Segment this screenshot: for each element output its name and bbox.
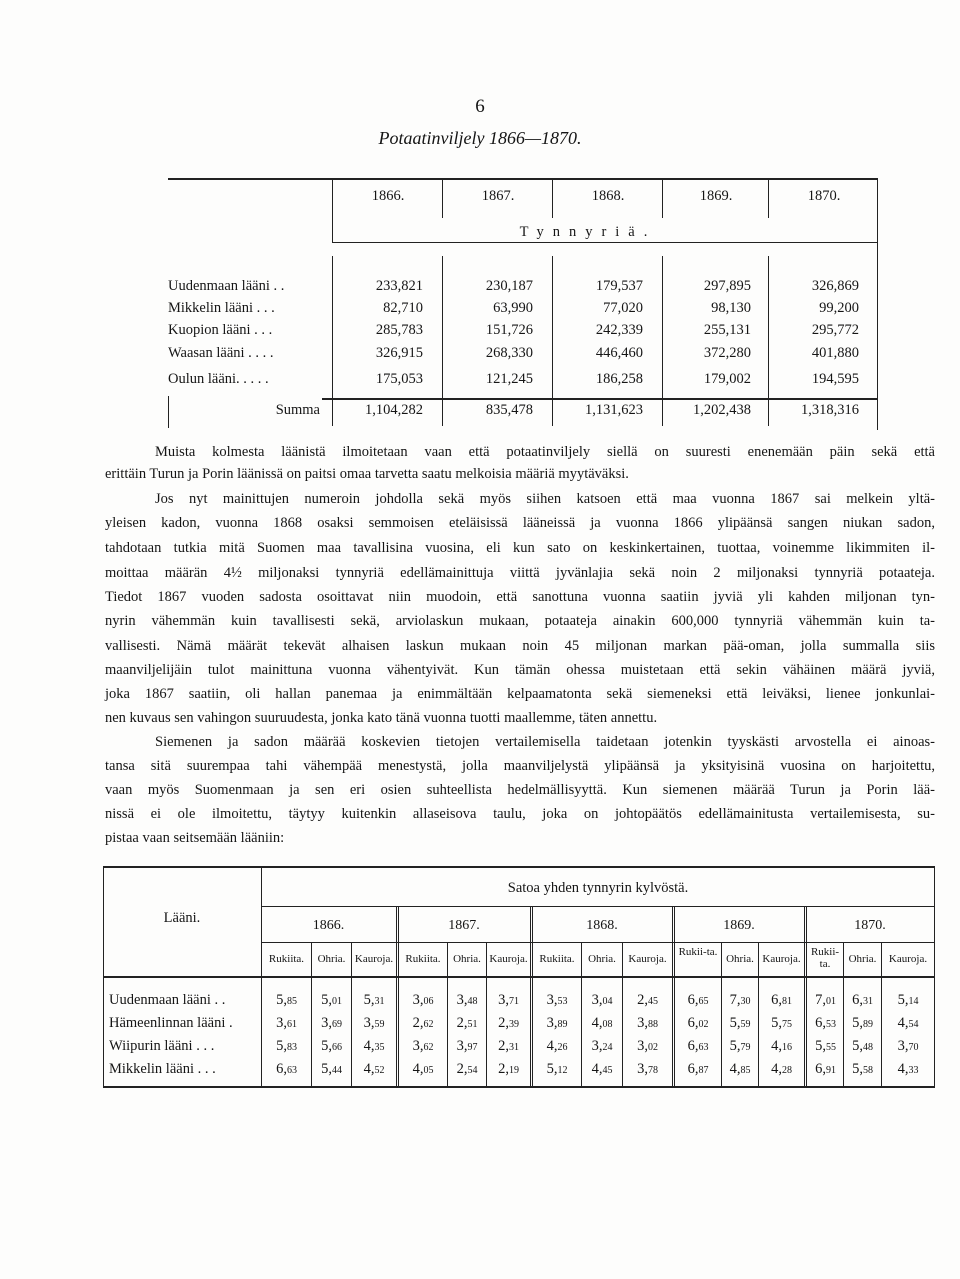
yield-cell: 2,39 — [498, 1015, 519, 1031]
yield-cell: 2,19 — [498, 1061, 519, 1077]
paragraph-line: tahdotaan tutkia mitä Suomen maa tavallisina vuosina, eli kun sato on keskinkertainen, tuottaa, voinemme likimmiten il- — [105, 540, 935, 556]
yield-cell: 5,66 — [321, 1038, 342, 1054]
value-cell: 401,880 — [811, 345, 859, 361]
value-cell: 82,710 — [383, 300, 423, 316]
crop-subheader: Rukiita. — [539, 953, 575, 965]
province-label: Mikkelin lääni . . . — [109, 1061, 216, 1077]
yield-cell: 6,81 — [771, 992, 792, 1008]
yield-cell: 4,08 — [591, 1015, 613, 1031]
value-cell: 233,821 — [375, 278, 423, 294]
yield-cell: 3,78 — [637, 1061, 658, 1077]
sum-label: Summa — [275, 402, 320, 418]
province-label: Oulun lääni. . . . . — [168, 371, 269, 387]
yield-cell: 6,31 — [852, 992, 873, 1008]
value-cell: 297,895 — [703, 278, 751, 294]
yield-cell: 4,85 — [729, 1061, 751, 1077]
province-label: Wiipurin lääni . . . — [109, 1038, 215, 1054]
crop-subheader: Ohria. — [453, 953, 481, 965]
yield-cell: 2,31 — [498, 1038, 519, 1054]
year-header: 1869. — [723, 918, 755, 933]
year-header: 1868. — [586, 918, 618, 933]
yield-cell: 3,61 — [276, 1015, 297, 1031]
paragraph-line: nen kuvaus sen vahingon suuruudesta, jonka kato tänä vuonna tuotti maallemme, täten annettu. — [105, 710, 658, 726]
value-cell: 77,020 — [603, 300, 643, 316]
yield-cell: 5,55 — [815, 1038, 836, 1054]
value-cell: 98,130 — [711, 300, 751, 316]
yield-cell: 4,26 — [546, 1038, 568, 1054]
paragraph-line: maanviljelijäin tulot mainittuna vuonna vähentyivät. Kun tämän ohessa muistetaan että sekin vähäinen määrä jyviä, — [105, 662, 935, 678]
yield-cell: 6,87 — [687, 1061, 709, 1077]
yield-cell: 4,45 — [591, 1061, 613, 1077]
crop-subheader: Kauroja. — [762, 953, 801, 965]
yield-cell: 3,71 — [498, 992, 519, 1008]
year-header: 1866. — [371, 188, 405, 204]
yield-cell: 2,54 — [456, 1061, 478, 1077]
yield-cell: 6,65 — [687, 992, 709, 1008]
yield-cell: 2,62 — [412, 1015, 434, 1031]
value-cell: 285,783 — [375, 322, 423, 338]
yield-cell: 4,28 — [771, 1061, 792, 1077]
yield-cell: 5,14 — [897, 992, 919, 1008]
yield-cell: 5,12 — [546, 1061, 568, 1077]
crop-subheader: Kauroja. — [888, 953, 928, 965]
value-cell: 179,002 — [703, 371, 751, 387]
yield-cell: 4,54 — [897, 1015, 919, 1031]
yield-cell: 3,62 — [412, 1038, 434, 1054]
paragraph-line: vaan myös Suomenmaan ja sen eri osien suhteellista hedelmällisyyttä. Kun siemenen määrää Turun ja Porin lää- — [105, 782, 935, 798]
year-header: 1867. — [481, 188, 515, 204]
yield-cell: 6,63 — [687, 1038, 709, 1054]
yield-cell: 4,52 — [363, 1061, 385, 1077]
year-header: 1869. — [699, 188, 733, 204]
yield-cell: 3,24 — [591, 1038, 613, 1054]
paragraph-line: Siemenen ja sadon määrää koskevien tietojen vertailemisella taidetaan jotenkin tyyskästi arvostella ei ainoas- — [155, 734, 935, 750]
value-cell: 151,726 — [485, 322, 533, 338]
value-cell: 175,053 — [375, 371, 423, 387]
yield-cell: 3,97 — [456, 1038, 478, 1054]
paragraph-line: erittäin Turun ja Porin läänissä on paitsi omaa tarvetta saatu melkoisia määriä myytäväksi. — [105, 466, 629, 482]
yield-cell: 5,85 — [276, 992, 297, 1008]
year-header: 1867. — [448, 918, 480, 933]
crop-subheader: Ohria. — [726, 953, 754, 965]
value-cell: 255,131 — [703, 322, 751, 338]
yield-cell: 4,16 — [771, 1038, 792, 1054]
paragraph-line: Tiedot 1867 vuoden sadosta osoittavat niin muodoin, että sanottuna vuonna saatiin jyviä yli kahden miljonan tyn- — [105, 589, 935, 605]
sum-cell: 1,318,316 — [801, 402, 859, 418]
yield-cell: 5,44 — [321, 1061, 342, 1077]
paragraph-line: Muista kolmesta läänistä ilmoitetaan vaan että potaatinviljely siellä on suuresti enenemään päin sekä että — [155, 444, 935, 460]
sum-cell: 1,104,282 — [365, 402, 423, 418]
yield-cell: 7,01 — [815, 992, 836, 1008]
value-cell: 63,990 — [493, 300, 533, 316]
province-label: Waasan lääni . . . . — [168, 345, 274, 361]
value-cell: 186,258 — [595, 371, 643, 387]
crop-subheader: Kauroja. — [628, 953, 667, 965]
yield-cell: 2,51 — [456, 1015, 478, 1031]
crop-subheader: Ohria. — [317, 953, 346, 965]
value-cell: 268,330 — [485, 345, 533, 361]
yield-cell: 5,83 — [276, 1038, 297, 1054]
yield-cell: 3,06 — [412, 992, 434, 1008]
yield-cell: 5,75 — [771, 1015, 792, 1031]
crop-subheader: Kauroja. — [489, 953, 528, 965]
yield-cell: 3,53 — [546, 992, 568, 1008]
province-label: Kuopion lääni . . . — [168, 322, 273, 338]
paragraph-line: nissä ei ole ilmoitettu, täytyy kuitenkin allaseisova taulu, joka on johtopäätös edellämainitusta vertailemisesta, su- — [105, 806, 935, 822]
province-label: Uudenmaan lääni . . — [109, 992, 226, 1008]
yield-cell: 2,45 — [637, 992, 658, 1008]
yield-cell: 5,01 — [321, 992, 342, 1008]
yield-cell: 6,53 — [815, 1015, 836, 1031]
group-header: Satoa yhden tynnyrin kylvöstä. — [507, 880, 689, 896]
yield-cell: 4,35 — [363, 1038, 385, 1054]
yield-cell: 5,58 — [852, 1061, 873, 1077]
value-cell: 121,245 — [485, 371, 533, 387]
sum-cell: 1,131,623 — [585, 402, 643, 418]
yield-cell: 3,70 — [897, 1038, 919, 1054]
crop-subheader: Rukiita. — [405, 953, 441, 965]
province-label: Mikkelin lääni . . . — [168, 300, 275, 316]
yield-cell: 4,05 — [412, 1061, 434, 1077]
paragraph-line: nyrin vähemmän kuin tavallisesti sekä, arviolaskun mukaan, potaateja ainakin 600,000 tynnyriä vähemmän kuin ta- — [105, 613, 935, 629]
province-label: Uudenmaan lääni . . — [168, 278, 285, 294]
yield-cell: 3,02 — [637, 1038, 658, 1054]
year-header: 1866. — [312, 918, 345, 933]
yield-cell: 3,59 — [363, 1015, 385, 1031]
value-cell: 326,869 — [811, 278, 859, 294]
value-cell: 194,595 — [811, 371, 859, 387]
paragraph-line: Jos nyt mainittujen numeroin johdolla sekä myös siihen katsoen että maa vuonna 1867 sai melkein yltä- — [155, 491, 935, 507]
year-header: 1868. — [591, 188, 625, 204]
yield-cell: 3,89 — [546, 1015, 568, 1031]
crop-subheader: Rukii-ta. — [810, 946, 840, 970]
province-label: Hämeenlinnan lääni . — [109, 1015, 233, 1031]
yield-cell: 6,63 — [276, 1061, 297, 1077]
yield-cell: 7,30 — [729, 992, 751, 1008]
year-header: 1870. — [854, 918, 886, 933]
yield-cell: 3,48 — [456, 992, 478, 1008]
yield-cell: 5,59 — [729, 1015, 751, 1031]
page-number: 6 — [475, 96, 485, 117]
yield-cell: 5,89 — [852, 1015, 873, 1031]
paragraph-line: moittaa määrän 4½ miljonaksi tynnyriä edellämainittuja viittä jyvänlajia sekä noin 2 miljonaksi tynnyriä potaateja. — [105, 565, 935, 581]
yield-cell: 5,31 — [363, 992, 385, 1008]
paragraph-line: yleisen kadon, vuonna 1868 osaksi semmoisen eteläisissä lääneissä ja vuonna 1866 ylipäänsä sangen niukan sadon, — [105, 515, 935, 531]
value-cell: 372,280 — [703, 345, 751, 361]
crop-subheader: Rukii-ta. — [678, 946, 718, 958]
year-header: 1870. — [807, 188, 841, 204]
yield-cell: 5,79 — [729, 1038, 751, 1054]
page-title: Potaatinviljely 1866—1870. — [378, 128, 582, 148]
value-cell: 99,200 — [819, 300, 859, 316]
value-cell: 179,537 — [595, 278, 643, 294]
yield-cell: 6,02 — [687, 1015, 709, 1031]
sum-cell: 835,478 — [485, 402, 533, 418]
value-cell: 230,187 — [485, 278, 533, 294]
unit-header: Tynnyriä. — [519, 224, 657, 240]
value-cell: 326,915 — [375, 345, 423, 361]
yield-cell: 4,33 — [897, 1061, 919, 1077]
crop-subheader: Ohria. — [588, 953, 616, 965]
value-cell: 446,460 — [595, 345, 643, 361]
paragraph-line: tansa sitä suurempaa tahi vähempää menestystä, jolla maanviljelystä ylipäänsä ja yksityisinä vuosina on harjoitettu, — [105, 758, 935, 774]
crop-subheader: Rukiita. — [268, 953, 305, 965]
paragraph-line: vallisesti. Nämä määrät tekevät alhaisen laskun mukaan noin 45 miljonan markan pää-oman, jolla summalla siis — [105, 638, 935, 654]
paragraph-line: pistaa vaan seitsemään lääniin: — [105, 830, 285, 846]
yield-cell: 5,48 — [852, 1038, 873, 1054]
yield-cell: 3,69 — [321, 1015, 342, 1031]
yield-cell: 3,04 — [591, 992, 613, 1008]
yield-cell: 6,91 — [815, 1061, 836, 1077]
paragraph-line: joka 1867 saatiin, oli hallan panemaa ja enimmältään kelpaamatonta sekä siemeneksi että leiväksi, lienee jonkunlai- — [105, 686, 935, 702]
crop-subheader: Kauroja. — [354, 953, 394, 965]
yield-cell: 3,88 — [637, 1015, 658, 1031]
value-cell: 295,772 — [811, 322, 859, 338]
value-cell: 242,339 — [595, 322, 643, 338]
crop-subheader: Ohria. — [848, 953, 877, 965]
sum-cell: 1,202,438 — [693, 402, 751, 418]
province-column-header: Lääni. — [163, 910, 201, 926]
potato-yield-table — [168, 178, 878, 430]
seed-yield-table — [103, 866, 935, 1088]
